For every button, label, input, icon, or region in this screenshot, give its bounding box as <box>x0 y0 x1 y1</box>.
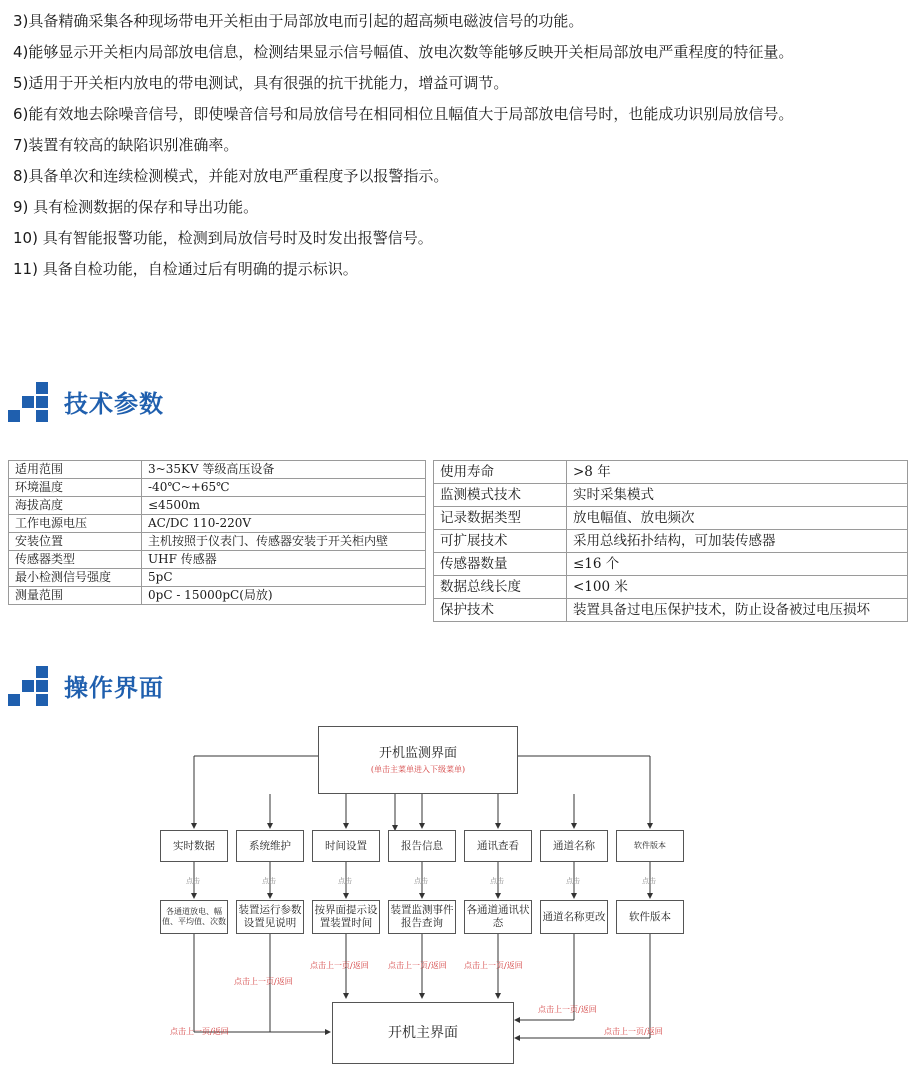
spec-row <box>434 576 908 599</box>
back-label: 点击上一页/返回 <box>604 1027 663 1036</box>
back-label: 点击上一页/返回 <box>538 1005 597 1014</box>
feature-item: 10) 具有智能报警功能，检测到局放信号时及时发出报警信号。 <box>13 229 433 247</box>
submenu-box: 装置监测事件报告查询 <box>388 900 456 934</box>
menu-box: 通讯查看 <box>464 830 532 862</box>
click-label: 点击 <box>642 877 656 885</box>
spec-row <box>434 484 908 507</box>
click-label: 点击 <box>566 877 580 885</box>
top-box-title: 开机监测界面 <box>378 745 457 761</box>
menu-box: 实时数据 <box>160 830 228 862</box>
spec-key: 数据总线长度 <box>434 576 567 599</box>
feature-item: 4)能够显示开关柜内局部放电信息，检测结果显示信号幅值、放电次数等能够反映开关柜局部放电严重程度的特征量。 <box>13 43 794 61</box>
menu-box: 系统维护 <box>236 830 304 862</box>
spec-row <box>434 553 908 576</box>
feature-item: 5)适用于开关柜内放电的带电测试，具有很强的抗干扰能力，增益可调节。 <box>13 74 509 92</box>
spec-value: 主机按照于仪表门、传感器安装于开关柜内壁 <box>142 533 426 551</box>
feature-item: 3)具备精确采集各种现场带电开关柜由于局部放电而引起的超高频电磁波信号的功能。 <box>13 12 584 30</box>
click-label: 点击 <box>338 877 352 885</box>
spec-value: 放电幅值、放电频次 <box>567 507 908 530</box>
spec-value: 装置具备过电压保护技术，防止设备被过电压损坏 <box>567 599 908 622</box>
spec-key: 最小检测信号强度 <box>9 569 142 587</box>
spec-value: ≤16 个 <box>567 553 908 576</box>
spec-key: 环境温度 <box>9 479 142 497</box>
spec-key: 传感器数量 <box>434 553 567 576</box>
submenu-box: 各通道通讯状态 <box>464 900 532 934</box>
spec-row <box>434 461 908 484</box>
spec-key: 使用寿命 <box>434 461 567 484</box>
spec-row <box>9 515 426 533</box>
menu-box: 报告信息 <box>388 830 456 862</box>
diagram-top-box <box>318 726 518 794</box>
back-label: 点击上一页/返回 <box>170 1027 229 1036</box>
main-screen-label: 开机主界面 <box>388 1025 458 1041</box>
menu-flow-diagram <box>150 720 750 1070</box>
feature-item: 6)能有效地去除噪音信号，即使噪音信号和局放信号在相同相位且幅值大于局部放电信号时，也能成功识别局放信号。 <box>13 105 794 123</box>
spec-value: 采用总线拓扑结构，可加装传感器 <box>567 530 908 553</box>
spec-key: 可扩展技术 <box>434 530 567 553</box>
spec-key: 安装位置 <box>9 533 142 551</box>
section-title: 操作界面 <box>64 674 164 702</box>
spec-row <box>9 533 426 551</box>
spec-value: 3~35KV 等级高压设备 <box>142 461 426 479</box>
section-logo-icon <box>8 666 50 708</box>
feature-item: 7)装置有较高的缺陷识别准确率。 <box>13 136 239 154</box>
spec-key: 适用范围 <box>9 461 142 479</box>
top-box-subtitle: (单击主菜单进入下级菜单) <box>370 764 466 774</box>
spec-value: AC/DC 110-220V <box>142 515 426 533</box>
spec-key: 监测模式技术 <box>434 484 567 507</box>
spec-value: ≤4500m <box>142 497 426 515</box>
main-screen-box <box>332 1002 514 1064</box>
click-label: 点击 <box>414 877 428 885</box>
spec-value: -40℃~+65℃ <box>142 479 426 497</box>
submenu-box: 软件版本 <box>616 900 684 934</box>
spec-value: <100 米 <box>567 576 908 599</box>
spec-row <box>434 507 908 530</box>
spec-value: 0pC - 15000pC(局放) <box>142 587 426 605</box>
spec-key: 记录数据类型 <box>434 507 567 530</box>
spec-key: 传感器类型 <box>9 551 142 569</box>
spec-value: 5pC <box>142 569 426 587</box>
spec-key: 测量范围 <box>9 587 142 605</box>
click-label: 点击 <box>262 877 276 885</box>
spec-key: 工作电源电压 <box>9 515 142 533</box>
click-label: 点击 <box>186 877 200 885</box>
back-label: 点击上一页/返回 <box>388 961 447 970</box>
feature-list <box>13 6 908 285</box>
back-label: 点击上一页/返回 <box>234 977 293 986</box>
back-label: 点击上一页/返回 <box>310 961 369 970</box>
spec-row <box>9 569 426 587</box>
submenu-box: 各通道放电、幅值、平均值、次数 <box>160 900 228 934</box>
feature-item: 8)具备单次和连续检测模式，并能对放电严重程度予以报警指示。 <box>13 167 449 185</box>
submenu-box: 装置运行参数设置见说明 <box>236 900 304 934</box>
spec-table-left <box>8 460 426 605</box>
spec-key: 海拔高度 <box>9 497 142 515</box>
menu-box: 通道名称 <box>540 830 608 862</box>
spec-key: 保护技术 <box>434 599 567 622</box>
back-label: 点击上一页/返回 <box>464 961 523 970</box>
section-title: 技术参数 <box>64 390 164 418</box>
spec-row <box>9 461 426 479</box>
menu-box: 时间设置 <box>312 830 380 862</box>
feature-item: 9) 具有检测数据的保存和导出功能。 <box>13 198 259 216</box>
spec-row <box>9 587 426 605</box>
submenu-box: 通道名称更改 <box>540 900 608 934</box>
spec-row <box>434 599 908 622</box>
spec-row <box>9 497 426 515</box>
spec-table-right <box>433 460 908 622</box>
section-logo-icon <box>8 382 50 424</box>
menu-box: 软件版本 <box>616 830 684 862</box>
submenu-box: 按界面提示设置装置时间 <box>312 900 380 934</box>
feature-item: 11) 具备自检功能，自检通过后有明确的提示标识。 <box>13 260 358 278</box>
click-label: 点击 <box>490 877 504 885</box>
spec-row <box>9 551 426 569</box>
spec-value: UHF 传感器 <box>142 551 426 569</box>
spec-value: >8 年 <box>567 461 908 484</box>
spec-value: 实时采集模式 <box>567 484 908 507</box>
spec-row <box>434 530 908 553</box>
spec-row <box>9 479 426 497</box>
